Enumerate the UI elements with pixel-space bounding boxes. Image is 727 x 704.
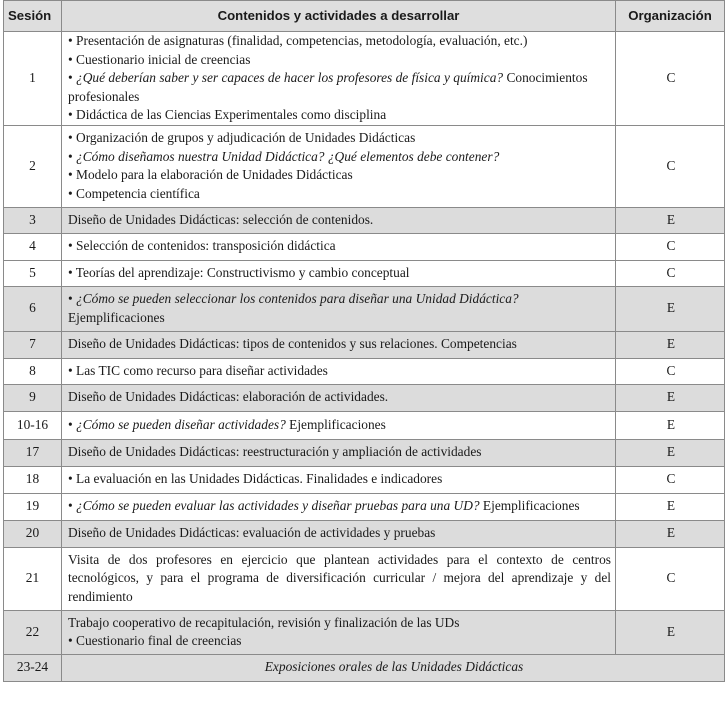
session-content <box>62 411 616 439</box>
session-number: 3 <box>4 207 62 233</box>
table-body <box>4 32 725 655</box>
content-question: ¿Cómo se pueden seleccionar los contenidos para diseñar una Unidad Didáctica? <box>76 291 519 306</box>
header-row <box>4 1 725 32</box>
footer-text: Exposiciones orales de las Unidades Didácticas <box>62 654 725 681</box>
table-row <box>4 411 725 439</box>
session-number: 20 <box>4 520 62 547</box>
organization-code: E <box>616 207 725 233</box>
organization-code: C <box>616 358 725 384</box>
session-number: 18 <box>4 466 62 493</box>
session-content <box>62 493 616 520</box>
content-line: • Las TIC como recurso para diseñar actividades <box>68 362 328 378</box>
content-question: ¿Cómo se pueden diseñar actividades? <box>76 416 286 432</box>
footer-session: 23-24 <box>4 654 62 681</box>
content-line: • La evaluación en las Unidades Didácticas. Finalidades e indicadores <box>68 471 443 487</box>
content-question: ¿Cómo se pueden evaluar las actividades y diseñar pruebas para una UD? <box>76 498 480 514</box>
session-number: 9 <box>4 384 62 411</box>
table-row <box>4 493 725 520</box>
organization-code: E <box>616 331 725 358</box>
session-number: 19 <box>4 493 62 520</box>
content-line: • Presentación de asignaturas (finalidad, competencias, metodología, evaluación, etc.) <box>68 33 528 48</box>
session-content <box>62 32 616 126</box>
content-text: Ejemplificaciones <box>285 416 386 432</box>
session-number: 21 <box>4 547 62 610</box>
content-line: Diseño de Unidades Didácticas: selección de contenidos. <box>68 211 374 227</box>
sessions-table <box>3 0 725 682</box>
session-content <box>62 260 616 286</box>
table-row <box>4 610 725 654</box>
session-content <box>62 547 616 610</box>
session-number: 1 <box>4 32 62 126</box>
content-line: • Teorías del aprendizaje: Constructivismo y cambio conceptual <box>68 264 410 280</box>
content-line <box>68 416 611 435</box>
table-row <box>4 233 725 260</box>
table-row <box>4 125 725 207</box>
session-number: 6 <box>4 286 62 331</box>
content-line: • Organización de grupos y adjudicación de Unidades Didácticas <box>68 130 416 145</box>
content-line <box>68 69 611 106</box>
session-number: 2 <box>4 125 62 207</box>
session-content <box>62 520 616 547</box>
session-number: 7 <box>4 331 62 358</box>
content-line: Diseño de Unidades Didácticas: elaboración de actividades. <box>68 389 389 405</box>
table-row <box>4 547 725 610</box>
organization-code: E <box>616 493 725 520</box>
organization-code: C <box>616 466 725 493</box>
content-line: • Cuestionario final de creencias <box>68 633 242 648</box>
session-number: 10-16 <box>4 411 62 439</box>
table-row <box>4 331 725 358</box>
content-question: ¿Qué deberían saber y ser capaces de hacer los profesores de física y química? <box>76 70 504 85</box>
organization-code: C <box>616 32 725 126</box>
session-content <box>62 439 616 466</box>
content-line: • Didáctica de las Ciencias Experimentales como disciplina <box>68 107 387 122</box>
content-text: • <box>68 70 77 85</box>
header-contents: Contenidos y actividades a desarrollar <box>62 1 616 32</box>
table-row <box>4 439 725 466</box>
content-line <box>68 497 611 516</box>
content-line: Diseño de Unidades Didácticas: evaluación de actividades y pruebas <box>68 525 436 541</box>
content-text: • <box>68 498 77 514</box>
session-content <box>62 358 616 384</box>
table-row <box>4 384 725 411</box>
session-content <box>62 384 616 411</box>
table-row <box>4 466 725 493</box>
table-row <box>4 32 725 126</box>
session-content <box>62 207 616 233</box>
table-row <box>4 358 725 384</box>
table-row <box>4 207 725 233</box>
organization-code: E <box>616 610 725 654</box>
session-content <box>62 233 616 260</box>
content-line: • Cuestionario inicial de creencias <box>68 51 251 67</box>
table-row <box>4 520 725 547</box>
session-number: 4 <box>4 233 62 260</box>
session-content <box>62 331 616 358</box>
content-question: ¿Cómo diseñamos nuestra Unidad Didáctica? ¿Qué elementos debe contener? <box>76 148 500 164</box>
session-number: 8 <box>4 358 62 384</box>
organization-code: E <box>616 439 725 466</box>
organization-code: E <box>616 286 725 331</box>
content-text: • <box>68 148 77 164</box>
organization-code: C <box>616 125 725 207</box>
session-number: 17 <box>4 439 62 466</box>
content-line <box>68 148 611 167</box>
content-text: • <box>68 291 77 306</box>
organization-code: C <box>616 547 725 610</box>
content-text: Conocimientos profesionales <box>68 70 588 104</box>
organization-code: C <box>616 233 725 260</box>
footer-row <box>4 654 725 681</box>
table-row <box>4 260 725 286</box>
content-line: Diseño de Unidades Didácticas: reestructuración y ampliación de actividades <box>68 444 482 460</box>
session-content <box>62 125 616 207</box>
content-line: Ejemplificaciones <box>68 309 165 325</box>
content-line: Diseño de Unidades Didácticas: tipos de contenidos y sus relaciones. Competencias <box>68 336 517 352</box>
session-content <box>62 466 616 493</box>
content-line: Trabajo cooperativo de recapitulación, revisión y finalización de las UDs <box>68 614 460 630</box>
table-row <box>4 286 725 331</box>
content-line: • Selección de contenidos: transposición didáctica <box>68 238 336 254</box>
session-number: 22 <box>4 610 62 654</box>
header-organization: Organización <box>616 1 725 32</box>
content-text: Ejemplificaciones <box>479 498 580 514</box>
organization-code: E <box>616 520 725 547</box>
session-content <box>62 286 616 331</box>
content-text: • <box>68 416 77 432</box>
content-line: Visita de dos profesores en ejercicio que plantean actividades para el contexto de centros tecnológicos, y para el programa de diversificación curricular / mejora del aprendizaje y del rendimiento <box>68 551 611 604</box>
session-number: 5 <box>4 260 62 286</box>
organization-code: E <box>616 411 725 439</box>
organization-code: C <box>616 260 725 286</box>
content-line: • Competencia científica <box>68 185 200 201</box>
session-content <box>62 610 616 654</box>
organization-code: E <box>616 384 725 411</box>
content-line <box>68 290 611 309</box>
header-session: Sesión <box>4 1 62 32</box>
content-line: • Modelo para la elaboración de Unidades Didácticas <box>68 167 353 182</box>
